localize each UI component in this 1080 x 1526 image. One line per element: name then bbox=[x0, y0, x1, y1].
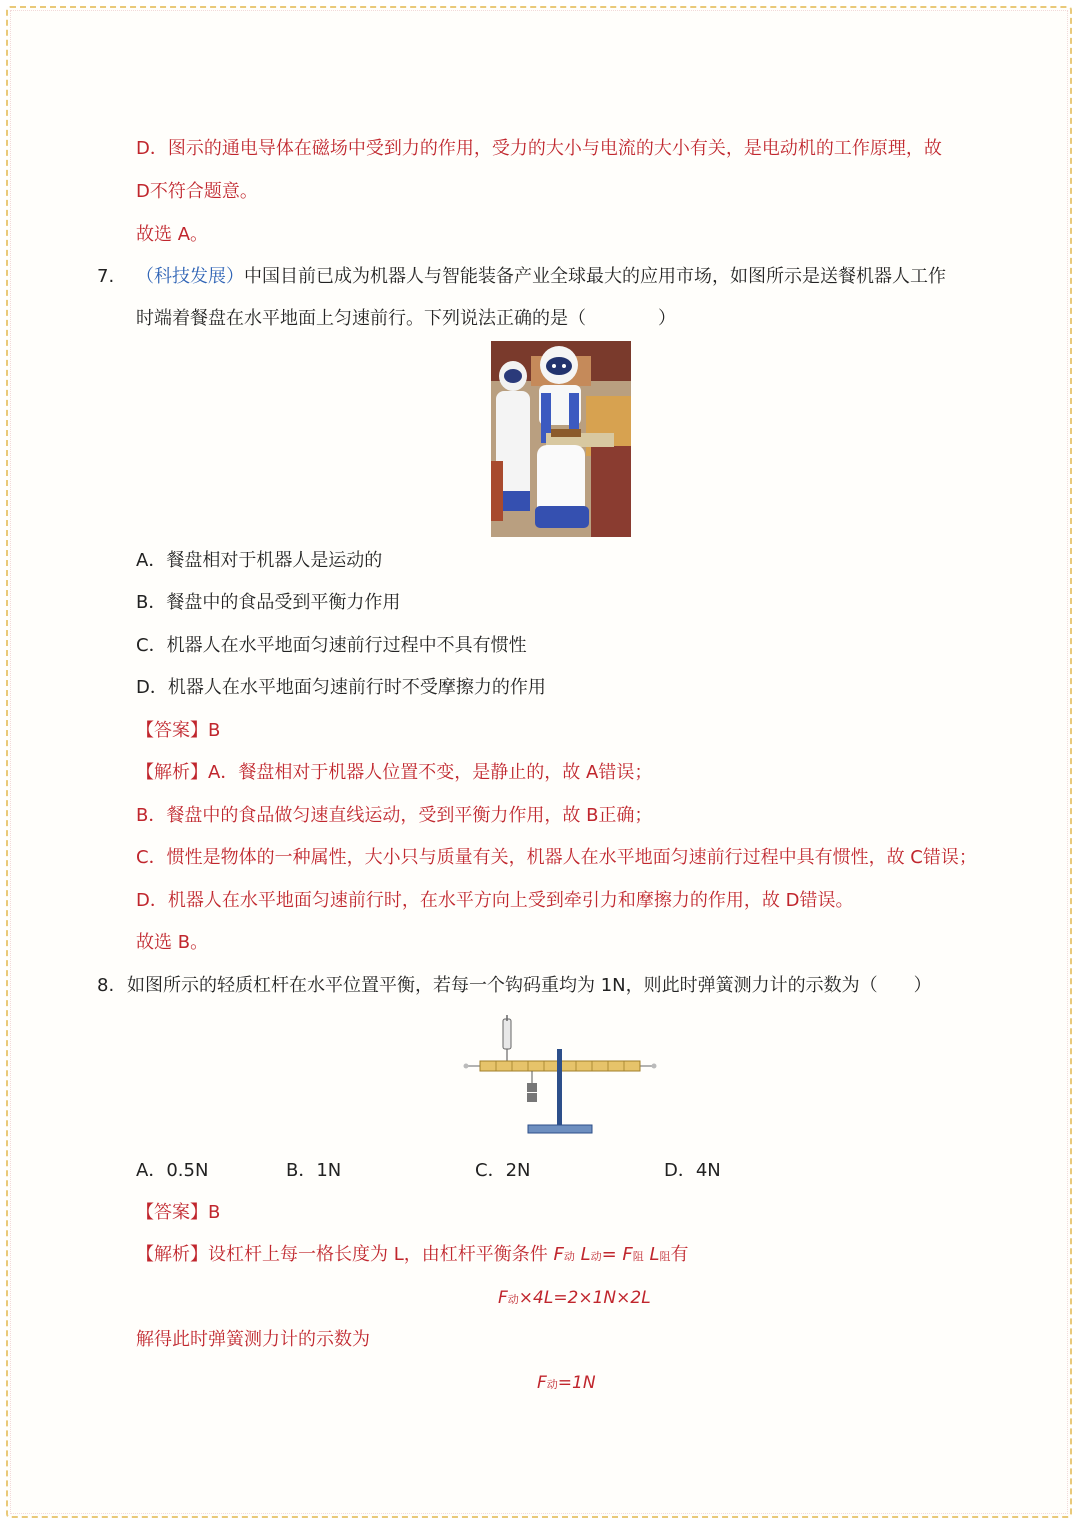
q7-analysis-b: B．餐盘中的食品做匀速直线运动，受到平衡力作用，故 B正确； bbox=[136, 805, 653, 826]
q8-analysis bbox=[136, 1242, 689, 1270]
q8-formula-eq: = F bbox=[601, 1244, 633, 1265]
q8-analysis-suffix: 有 bbox=[670, 1244, 689, 1265]
q8-option-c: C．2N bbox=[475, 1160, 531, 1181]
q7-tag: （科技发展） bbox=[136, 266, 244, 287]
q8-option-b: B．1N bbox=[286, 1160, 342, 1181]
q8-formula-f1: F bbox=[553, 1244, 564, 1265]
q7-stem-text1: 中国目前已成为机器人与智能装备产业全球最大的应用市场，如图所示是送餐机器人工作 bbox=[244, 266, 946, 287]
q8-eq1-rest: ×4L=2×1N×2L bbox=[518, 1288, 651, 1308]
q8-option-d: D．4N bbox=[664, 1160, 721, 1181]
q7-stem-line2: 时端着餐盘在水平地面上匀速前行。下列说法正确的是（ ） bbox=[136, 308, 676, 329]
q7-option-a: A．餐盘相对于机器人是运动的 bbox=[136, 550, 383, 571]
q8-stem: 如图所示的轻质杠杆在水平位置平衡，若每一个钩码重均为 1N，则此时弹簧测力计的示数为（ ） bbox=[127, 975, 932, 996]
q7-analysis-a: 【解析】A．餐盘相对于机器人位置不变，是静止的，故 A错误； bbox=[136, 762, 653, 783]
q8-analysis-prefix: 【解析】设杠杆上每一格长度为 L，由杠杆平衡条件 bbox=[136, 1244, 548, 1265]
robot-waiter-photo bbox=[491, 341, 631, 537]
q8-answer: 【答案】B bbox=[136, 1202, 221, 1223]
q7-analysis-d: D．机器人在水平地面匀速前行时，在水平方向上受到牵引力和摩擦力的作用，故 D错误。 bbox=[136, 890, 854, 911]
q8-equation-1 bbox=[498, 1285, 651, 1313]
q7-option-b: B．餐盘中的食品受到平衡力作用 bbox=[136, 592, 401, 613]
q8-formula-l2: L bbox=[643, 1244, 660, 1265]
q8-eq1-f: F bbox=[498, 1288, 508, 1308]
q8-formula-sub4: 阻 bbox=[659, 1250, 671, 1263]
q7-answer: 【答案】B bbox=[136, 720, 221, 741]
q8-equation-2 bbox=[537, 1370, 596, 1398]
q7-choose: 故选 B。 bbox=[136, 932, 209, 953]
prev-option-d-line2: D不符合题意。 bbox=[136, 181, 258, 202]
q7-option-d: D．机器人在水平地面匀速前行时不受摩擦力的作用 bbox=[136, 677, 546, 698]
prev-option-d-line1: D．图示的通电导体在磁场中受到力的作用，受力的大小与电流的大小有关，是电动机的工作原理，故 bbox=[136, 138, 942, 159]
q8-solve-text: 解得此时弹簧测力计的示数为 bbox=[136, 1329, 370, 1350]
q7-stem-line1 bbox=[136, 264, 946, 290]
q8-option-a: A．0.5N bbox=[136, 1160, 209, 1181]
lever-diagram bbox=[462, 1015, 658, 1140]
q8-eq2-rest: =1N bbox=[557, 1373, 596, 1393]
q7-number: 7. bbox=[97, 266, 115, 287]
q8-eq2-sub: 动 bbox=[546, 1378, 558, 1391]
prev-choose: 故选 A。 bbox=[136, 224, 209, 245]
q8-eq1-sub: 动 bbox=[507, 1293, 519, 1306]
q8-eq2-f: F bbox=[537, 1373, 547, 1393]
q8-number: 8. bbox=[97, 975, 115, 996]
q8-formula-sub3: 阻 bbox=[632, 1250, 644, 1263]
q8-formula-sub1: 动 bbox=[563, 1250, 575, 1263]
q7-option-c: C．机器人在水平地面匀速前行过程中不具有惯性 bbox=[136, 635, 527, 656]
q8-formula-sub2: 动 bbox=[590, 1250, 602, 1263]
q7-analysis-c: C．惯性是物体的一种属性，大小只与质量有关，机器人在水平地面匀速前行过程中具有惯性，故 C错误； bbox=[136, 847, 977, 868]
q8-formula-l1: L bbox=[574, 1244, 591, 1265]
